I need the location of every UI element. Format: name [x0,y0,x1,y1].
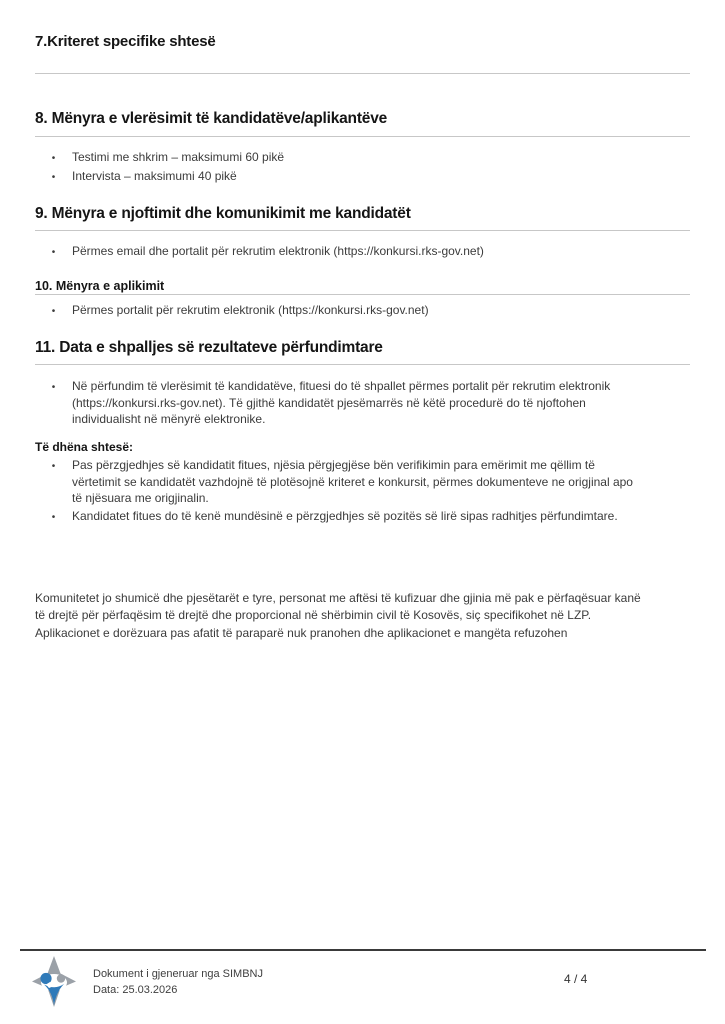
bullet-icon [35,508,72,527]
section-11-divider [35,364,690,365]
list-item-text [72,378,610,428]
bullet-icon [35,378,72,397]
section-11-heading: 11. Data e shpalljes së rezultateve përfundimtare [35,339,383,356]
list-item [35,508,618,527]
list-item [35,302,429,321]
list-item [35,168,237,187]
simbnj-logo [30,956,78,1008]
list-item-text: Përmes email dhe portalit për rekrutim elektronik (https://konkursi.rks-gov.net) [72,244,484,258]
footer-generated-by: Dokument i gjeneruar nga SIMBNJ [93,968,263,980]
bullet-icon [35,149,72,168]
list-item-text: Intervista – maksimumi 40 pikë [72,169,237,183]
additional-data-heading: Të dhëna shtesë: [35,440,134,454]
page-number: 4 / 4 [564,972,588,986]
text-line: Komunitetet jo shumicë dhe pjesëtarët e tyre, personat me aftësi të kufizuar dhe gjinia më pak e përfaqësuar kanë [35,591,641,605]
section-10-heading: 10. Mënyra e aplikimit [35,279,165,293]
text-line: Në përfundim të vlerësimit të kandidatëve, fituesi do të shpallet përmes portalit për rekrutim elektronik [72,379,611,393]
section-7-divider [35,73,690,74]
bullet-icon [35,302,72,321]
section-9-divider [35,230,690,231]
text-line: Aplikacionet e dorëzuara pas afatit të paraparë nuk pranohen dhe aplikacionet e mangëta refuzohen [35,625,568,640]
list-item-text: Testimi me shkrim – maksimumi 60 pikë [72,150,285,164]
section-9-heading: 9. Mënyra e njoftimit dhe komunikimit me kandidatët [35,205,411,222]
list-item-text: Kandidatet fitues do të kenë mundësinë e përzgjedhjes së pozitës së lirë sipas radhitjes përfundimtare. [72,509,618,523]
bullet-icon [35,457,72,476]
list-item-text: Përmes portalit për rekrutim elektronik (https://konkursi.rks-gov.net) [72,303,429,317]
section-8-divider [35,136,690,137]
list-item [35,149,284,168]
text-line: Pas përzgjedhjes së kandidatit fitues, njësia përgjegjëse bën verifikimin para emërimit me qëllim të [72,458,595,472]
footer-date: Data: 25.03.2026 [93,984,178,996]
closing-paragraph [35,590,641,642]
list-item-text [72,457,633,507]
section-7-heading: 7.Kriteret specifike shtesë [35,33,216,50]
text-line: të njësuara me origjinalin. [72,491,209,505]
list-item [35,243,484,262]
text-line: vërtetimit se kandidatët vazhdojnë të plotësojnë kriteret e konkursit, përmes dokumenteve ne origjinal apo [72,474,633,489]
bullet-icon [35,243,72,262]
footer-divider [20,949,706,951]
text-line: individualisht në mënyrë elektronike. [72,412,266,426]
simbnj-logo-graphic [30,956,78,1008]
section-8-heading: 8. Mënyra e vlerësimit të kandidatëve/aplikantëve [35,110,388,127]
list-item [35,378,610,428]
list-item [35,457,633,507]
text-line: (https://konkursi.rks-gov.net). Të gjithë kandidatët pjesëmarrës në këtë procedurë do të njoftohen [72,395,586,410]
bullet-icon [35,168,72,187]
section-10-divider [35,294,690,295]
text-line: të drejtë për përfaqësim të drejtë dhe proporcional në shërbimin civil të Kosovës, siç specifikohet në LZP. [35,608,592,623]
